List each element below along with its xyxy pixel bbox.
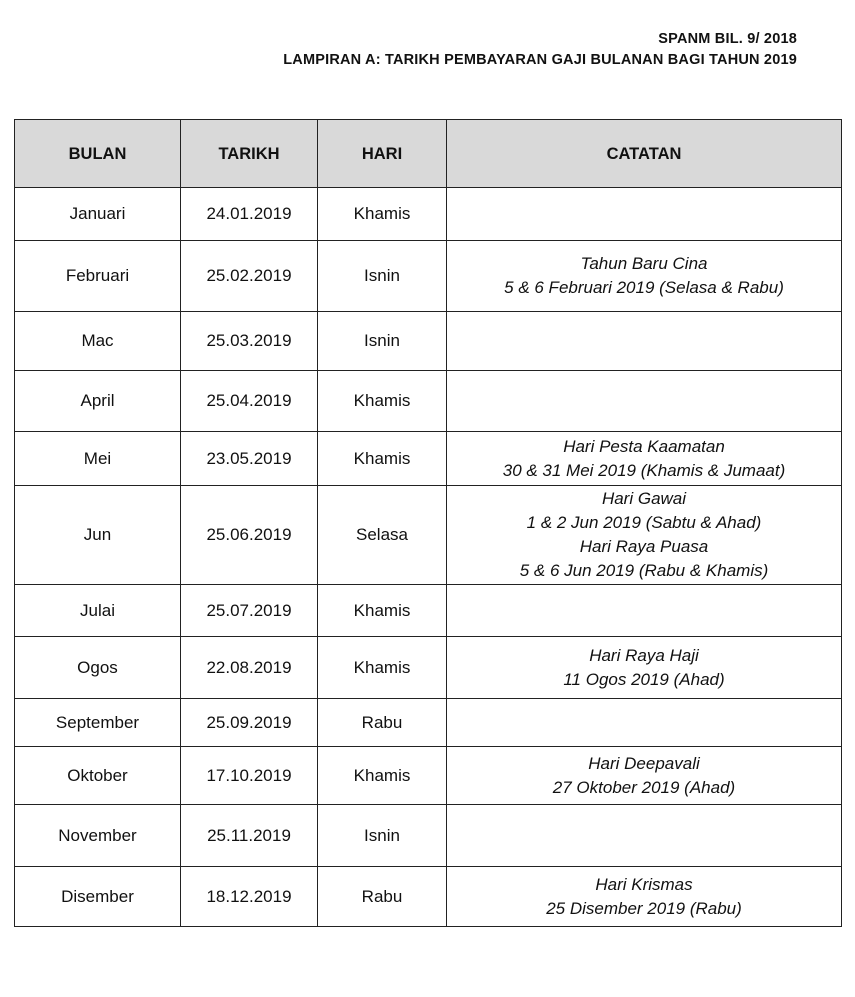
table-row (15, 867, 842, 927)
column-header-hari: HARI (318, 120, 447, 188)
catatan-line: 30 & 31 Mei 2019 (Khamis & Jumaat) (502, 460, 786, 480)
table-row (15, 371, 842, 432)
cell-catatan (447, 371, 842, 432)
table-body (15, 188, 842, 927)
cell-bulan: Mac (15, 312, 181, 371)
table-row (15, 637, 842, 699)
cell-bulan: Mei (15, 432, 181, 486)
cell-hari: Khamis (318, 432, 447, 486)
table-header-row (15, 120, 842, 188)
cell-catatan (447, 312, 842, 371)
cell-tarikh: 22.08.2019 (181, 637, 318, 699)
cell-bulan: Julai (15, 585, 181, 637)
table-row (15, 312, 842, 371)
table-row (15, 486, 842, 585)
cell-bulan: Februari (15, 241, 181, 312)
cell-hari: Khamis (318, 747, 447, 805)
cell-hari: Isnin (318, 805, 447, 867)
cell-catatan (447, 486, 842, 585)
cell-tarikh: 25.03.2019 (181, 312, 318, 371)
table-row (15, 805, 842, 867)
cell-tarikh: 23.05.2019 (181, 432, 318, 486)
cell-bulan: November (15, 805, 181, 867)
table-row (15, 699, 842, 747)
catatan-line: Tahun Baru Cina (580, 254, 708, 273)
catatan-line: Hari Pesta Kaamatan (563, 436, 725, 456)
cell-catatan (447, 432, 842, 486)
cell-bulan: Januari (15, 188, 181, 241)
cell-catatan (447, 747, 842, 805)
catatan-line: Hari Deepavali (588, 753, 700, 773)
cell-bulan: April (15, 371, 181, 432)
cell-catatan (447, 188, 842, 241)
cell-hari: Selasa (318, 486, 447, 585)
cell-tarikh: 24.01.2019 (181, 188, 318, 241)
cell-tarikh: 25.06.2019 (181, 486, 318, 585)
catatan-line: Hari Raya Puasa (579, 537, 709, 556)
cell-tarikh: 25.11.2019 (181, 805, 318, 867)
cell-catatan (447, 637, 842, 699)
table-row (15, 432, 842, 486)
cell-tarikh: 25.07.2019 (181, 585, 318, 637)
column-header-bulan: BULAN (15, 120, 181, 188)
cell-hari: Rabu (318, 699, 447, 747)
cell-tarikh: 18.12.2019 (181, 867, 318, 927)
table-row (15, 241, 842, 312)
cell-bulan: Disember (15, 867, 181, 927)
catatan-line: Hari Krismas (595, 874, 693, 894)
catatan-line: 1 & 2 Jun 2019 (Sabtu & Ahad) (526, 513, 762, 532)
catatan-line: 27 Oktober 2019 (Ahad) (552, 777, 736, 797)
cell-hari: Khamis (318, 188, 447, 241)
cell-hari: Khamis (318, 371, 447, 432)
table-row (15, 188, 842, 241)
cell-hari: Isnin (318, 241, 447, 312)
catatan-line: 25 Disember 2019 (Rabu) (546, 898, 742, 918)
cell-catatan (447, 867, 842, 927)
catatan-line: 5 & 6 Februari 2019 (Selasa & Rabu) (504, 278, 784, 297)
cell-tarikh: 25.02.2019 (181, 241, 318, 312)
catatan-line: Hari Gawai (601, 489, 687, 508)
cell-bulan: September (15, 699, 181, 747)
cell-hari: Isnin (318, 312, 447, 371)
salary-dates-table (14, 119, 842, 927)
catatan-line: Hari Raya Haji (589, 645, 699, 665)
cell-tarikh: 25.04.2019 (181, 371, 318, 432)
cell-tarikh: 17.10.2019 (181, 747, 318, 805)
catatan-line: 5 & 6 Jun 2019 (Rabu & Khamis) (519, 561, 769, 580)
cell-catatan (447, 699, 842, 747)
table-row (15, 747, 842, 805)
cell-hari: Khamis (318, 585, 447, 637)
cell-catatan (447, 585, 842, 637)
cell-catatan (447, 241, 842, 312)
cell-catatan (447, 805, 842, 867)
cell-hari: Khamis (318, 637, 447, 699)
catatan-line: 11 Ogos 2019 (Ahad) (563, 669, 725, 689)
cell-tarikh: 25.09.2019 (181, 699, 318, 747)
column-header-tarikh: TARIKH (181, 120, 318, 188)
column-header-catatan: CATATAN (447, 120, 842, 188)
table-row (15, 585, 842, 637)
cell-hari: Rabu (318, 867, 447, 927)
cell-bulan: Ogos (15, 637, 181, 699)
document-reference: SPANM BIL. 9/ 2018 (658, 31, 797, 47)
cell-bulan: Oktober (15, 747, 181, 805)
cell-bulan: Jun (15, 486, 181, 585)
document-title: LAMPIRAN A: TARIKH PEMBAYARAN GAJI BULANAN BAGI TAHUN 2019 (283, 52, 797, 68)
